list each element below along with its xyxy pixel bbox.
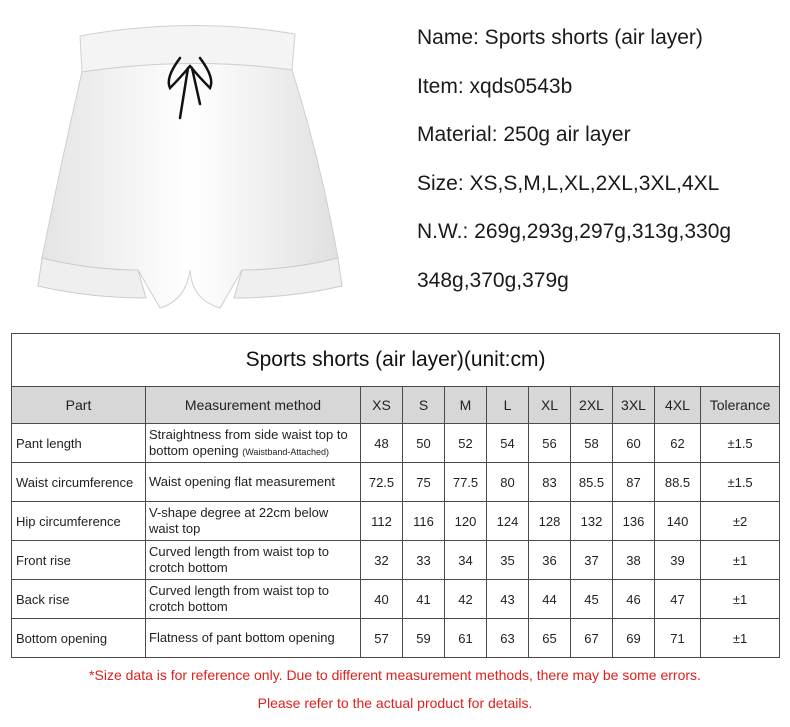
method-cell [146, 619, 361, 658]
size-value-cell: 56 [529, 424, 571, 463]
size-value-cell: 52 [445, 424, 487, 463]
disclaimer-line-1: *Size data is for reference only. Due to different measurement methods, there may be some errors. [89, 667, 701, 683]
table-header-row [12, 387, 780, 424]
size-value-cell: 80 [487, 463, 529, 502]
tolerance-cell: ±1.5 [701, 424, 780, 463]
method-text: Straightness from side waist top to bottom opening [149, 426, 348, 458]
size-value-cell: 45 [571, 580, 613, 619]
part-cell: Waist circumference [12, 463, 146, 502]
size-value-cell: 36 [529, 541, 571, 580]
method-text: Curved length from waist top to crotch bottom [149, 583, 329, 614]
part-cell: Pant length [12, 424, 146, 463]
size-value-cell: 83 [529, 463, 571, 502]
tolerance-cell: ±2 [701, 502, 780, 541]
spec-size: Size: XS,S,M,L,XL,2XL,3XL,4XL [417, 171, 720, 195]
part-cell: Back rise [12, 580, 146, 619]
size-value-cell: 60 [613, 424, 655, 463]
size-value-cell: 58 [571, 424, 613, 463]
method-text: Flatness of pant bottom opening [149, 630, 335, 645]
table-row [12, 502, 780, 541]
tolerance-cell: ±1 [701, 541, 780, 580]
method-note: (Waistband-Attached) [242, 446, 329, 457]
part-cell: Hip circumference [12, 502, 146, 541]
size-value-cell: 67 [571, 619, 613, 658]
size-value-cell: 69 [613, 619, 655, 658]
spec-net-weight: N.W.: 269g,293g,297g,313g,330g [417, 220, 732, 243]
table-row [12, 619, 780, 658]
size-value-cell: 42 [445, 580, 487, 619]
size-value-cell: 43 [487, 580, 529, 619]
header-method: Measurement method [146, 387, 361, 424]
header-size-m: M [445, 387, 487, 424]
size-value-cell: 57 [361, 619, 403, 658]
size-value-cell: 72.5 [361, 463, 403, 502]
size-value-cell: 120 [445, 502, 487, 541]
size-value-cell: 71 [655, 619, 701, 658]
method-cell [146, 580, 361, 619]
size-value-cell: 75 [403, 463, 445, 502]
header-tolerance: Tolerance [701, 387, 780, 424]
table-row [12, 463, 780, 502]
spec-block [417, 26, 787, 317]
tolerance-cell: ±1 [701, 619, 780, 658]
part-cell: Front rise [12, 541, 146, 580]
size-value-cell: 41 [403, 580, 445, 619]
spec-name: Name: Sports shorts (air layer) [417, 26, 703, 49]
size-value-cell: 88.5 [655, 463, 701, 502]
size-value-cell: 65 [529, 619, 571, 658]
header-size-2xl: 2XL [571, 387, 613, 424]
size-value-cell: 39 [655, 541, 701, 580]
size-value-cell: 87 [613, 463, 655, 502]
disclaimer-line-2: Please refer to the actual product for details. [257, 695, 533, 711]
size-value-cell: 62 [655, 424, 701, 463]
size-disclaimer [0, 664, 790, 720]
header-size-xl: XL [529, 387, 571, 424]
size-value-cell: 112 [361, 502, 403, 541]
header-size-l: L [487, 387, 529, 424]
size-value-cell: 34 [445, 541, 487, 580]
size-value-cell: 132 [571, 502, 613, 541]
size-value-cell: 32 [361, 541, 403, 580]
table-title: Sports shorts (air layer)(unit:cm) [12, 334, 780, 387]
size-value-cell: 50 [403, 424, 445, 463]
size-value-cell: 44 [529, 580, 571, 619]
method-text: V-shape degree at 22cm below waist top [149, 505, 329, 536]
size-table [11, 333, 780, 658]
table-row [12, 424, 780, 463]
size-value-cell: 61 [445, 619, 487, 658]
size-value-cell: 38 [613, 541, 655, 580]
spec-material: Material: 250g air layer [417, 123, 631, 146]
method-text: Waist opening flat measurement [149, 474, 335, 489]
method-cell [146, 463, 361, 502]
tolerance-cell: ±1 [701, 580, 780, 619]
table-row [12, 580, 780, 619]
header-size-3xl: 3XL [613, 387, 655, 424]
part-cell: Bottom opening [12, 619, 146, 658]
size-value-cell: 35 [487, 541, 529, 580]
header-size-4xl: 4XL [655, 387, 701, 424]
spec-net-weight-cont: 348g,370g,379g [417, 268, 569, 292]
size-value-cell: 59 [403, 619, 445, 658]
header-part: Part [12, 387, 146, 424]
size-value-cell: 136 [613, 502, 655, 541]
size-value-cell: 140 [655, 502, 701, 541]
method-cell [146, 424, 361, 463]
method-cell [146, 502, 361, 541]
method-text: Curved length from waist top to crotch bottom [149, 544, 329, 575]
size-value-cell: 77.5 [445, 463, 487, 502]
size-value-cell: 124 [487, 502, 529, 541]
size-value-cell: 40 [361, 580, 403, 619]
size-value-cell: 63 [487, 619, 529, 658]
shorts-product-image [20, 8, 370, 328]
size-value-cell: 85.5 [571, 463, 613, 502]
size-value-cell: 48 [361, 424, 403, 463]
header-size-xs: XS [361, 387, 403, 424]
table-row [12, 541, 780, 580]
size-value-cell: 46 [613, 580, 655, 619]
method-cell [146, 541, 361, 580]
header-size-s: S [403, 387, 445, 424]
spec-item: Item: xqds0543b [417, 74, 573, 98]
size-value-cell: 37 [571, 541, 613, 580]
tolerance-cell: ±1.5 [701, 463, 780, 502]
size-value-cell: 128 [529, 502, 571, 541]
size-value-cell: 33 [403, 541, 445, 580]
size-value-cell: 47 [655, 580, 701, 619]
table-body [12, 424, 780, 658]
size-value-cell: 54 [487, 424, 529, 463]
size-value-cell: 116 [403, 502, 445, 541]
